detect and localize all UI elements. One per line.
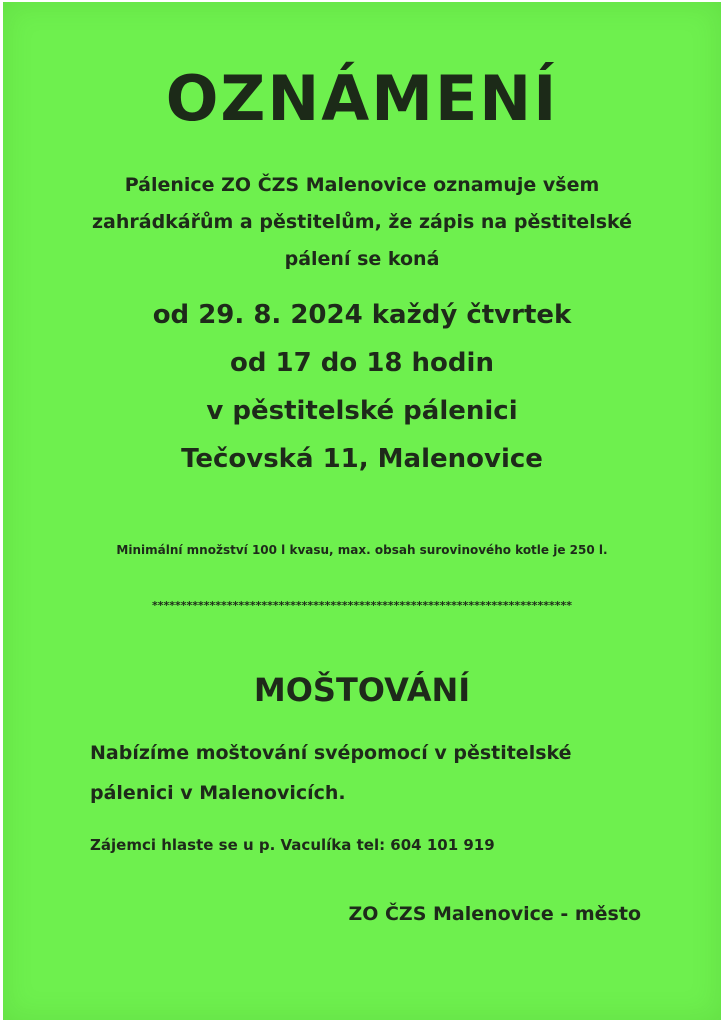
offer-line: Nabízíme moštování svépomocí v pěstitelské (90, 742, 572, 764)
mostovani-title: MOŠTOVÁNÍ (253, 671, 471, 709)
intro-line: Pálenice ZO ČZS Malenovice oznamuje všem (124, 174, 600, 196)
event-time: od 17 do 18 hodin (230, 348, 494, 378)
quantity-note: Minimální množství 100 l kvasu, max. obsah surovinového kotle je 250 l. (116, 543, 608, 557)
intro-line: zahrádkářům a pěstitelům, že zápis na pěstitelské (91, 211, 633, 233)
event-place: v pěstitelské pálenici (206, 396, 518, 426)
event-date: od 29. 8. 2024 každý čtvrtek (152, 300, 572, 330)
intro-paragraph (63, 167, 661, 278)
mostovani-offer (90, 733, 650, 813)
offer-line: pálenici v Malenovicích. (90, 782, 346, 804)
event-address: Tečovská 11, Malenovice (181, 444, 543, 474)
contact-info: Zájemci hlaste se u p. Vaculíka tel: 604 101 919 (90, 836, 495, 854)
signature: ZO ČZS Malenovice - město (348, 903, 641, 925)
asterisk-divider: ************************************************************************* (152, 599, 572, 612)
notice-title: OZNÁMENÍ (165, 62, 559, 135)
notice-sheet (3, 2, 721, 1020)
intro-line: pálení se koná (284, 248, 440, 270)
event-details (43, 291, 681, 483)
